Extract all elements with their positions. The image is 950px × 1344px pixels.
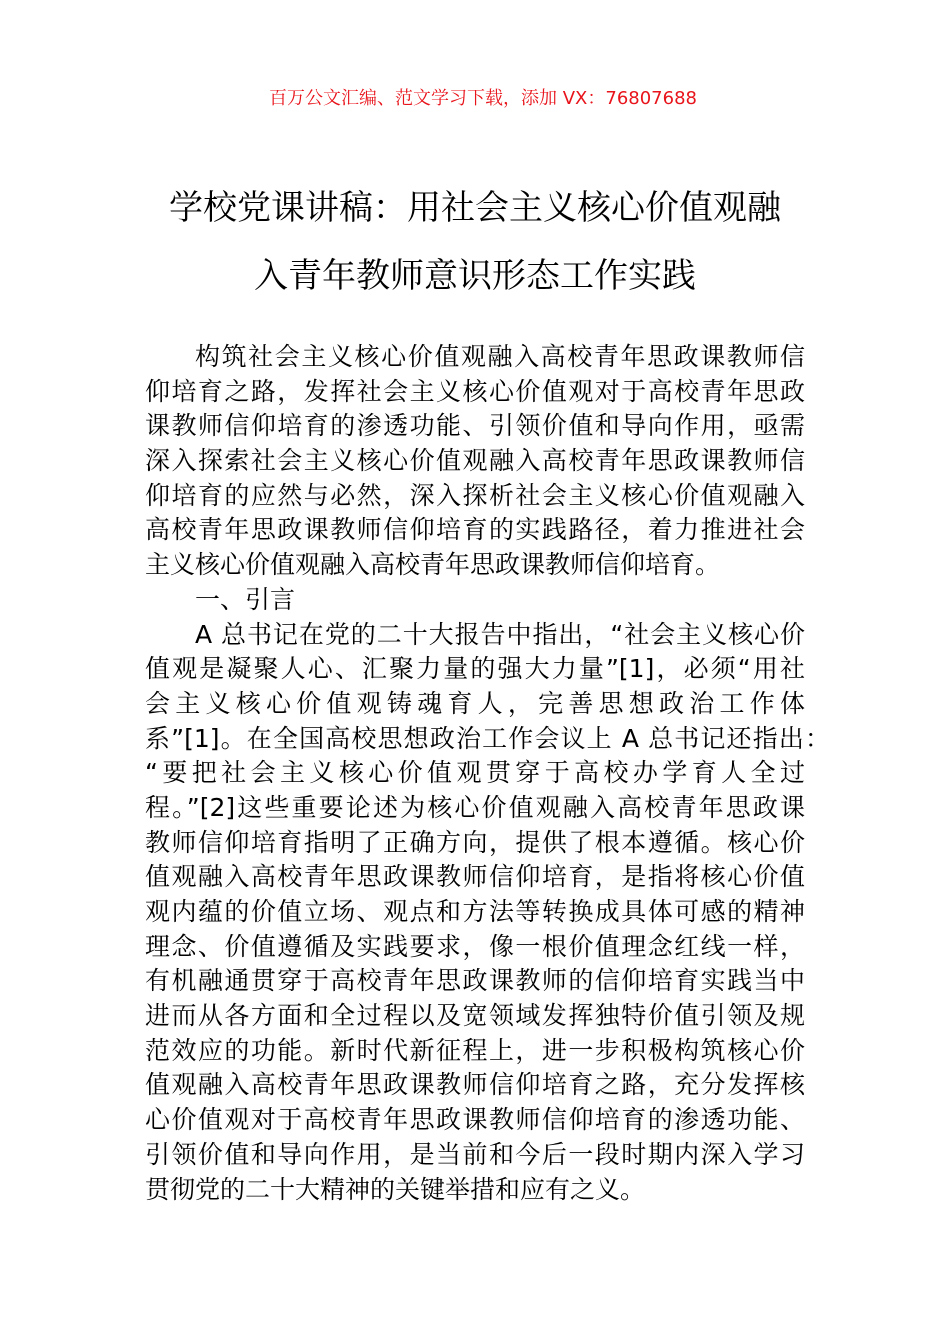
body-line: 课教师信仰培育的渗透功能、引领价值和导向作用，亟需 [145,411,805,441]
body-line: 观内蕴的价值立场、观点和方法等转换成具体可感的精神 [145,897,805,926]
body-line: 仰培育的应然与必然，深入探析社会主义核心价值观融入 [145,480,805,510]
body-line: 有机融通贯穿于高校青年思政课教师的信仰培育实践当中 [145,966,805,996]
document-title-line-2: 入青年教师意识形态工作实践 [254,256,696,296]
section-heading: 一、引言 [195,584,296,614]
body-line: 心价值观对于高校青年思政课教师信仰培育的渗透功能、 [145,1105,805,1135]
body-line: 值观融入高校青年思政课教师信仰培育，是指将核心价值 [145,862,805,892]
body-line: 教师信仰培育指明了正确方向，提供了根本遵循。核心价 [145,827,805,857]
body-line: 引领价值和导向作用，是当前和今后一段时期内深入学习 [145,1139,805,1169]
body-line: 主义核心价值观融入高校青年思政课教师信仰培育。 [145,550,721,580]
watermark-header: 百万公文汇编、范文学习下载，添加 VX：76807688 [269,88,697,109]
body-line: 深入探索社会主义核心价值观融入高校青年思政课教师信 [145,446,805,476]
body-line: “要把社会主义核心价值观贯穿于高校办学育人全过 [145,758,805,788]
body-line: 值观融入高校青年思政课教师信仰培育之路，充分发挥核 [145,1070,805,1100]
body-line: 贯彻党的二十大精神的关键举措和应有之义。 [145,1174,646,1204]
document-title-line-1: 学校党课讲稿：用社会主义核心价值观融 [169,188,781,228]
body-line: 构筑社会主义核心价值观融入高校青年思政课教师信 [195,342,805,371]
body-line: 仰培育之路，发挥社会主义核心价值观对于高校青年思政 [145,376,805,406]
body-line: 高校青年思政课教师信仰培育的实践路径，着力推进社会 [145,515,805,545]
body-line: 系”[1]。在全国高校思想政治工作会议上 A 总书记还指出： [145,723,830,753]
body-line: 范效应的功能。新时代新征程上，进一步积极构筑核心价 [145,1035,805,1065]
body-line: 进而从各方面和全过程以及宽领域发挥独特价值引领及规 [145,1001,805,1031]
body-line: 程。”[2]这些重要论述为核心价值观融入高校青年思政课 [145,792,805,822]
body-line: A 总书记在党的二十大报告中指出，“社会主义核心价 [195,619,805,649]
body-line: 值观是凝聚人心、汇聚力量的强大力量”[1]，必须“用社 [145,654,805,684]
document-body [145,340,830,1207]
body-line: 会主义核心价值观铸魂育人，完善思想政治工作体 [145,688,805,718]
body-line: 理念、价值遵循及实践要求，像一根价值理念红线一样， [145,931,805,961]
